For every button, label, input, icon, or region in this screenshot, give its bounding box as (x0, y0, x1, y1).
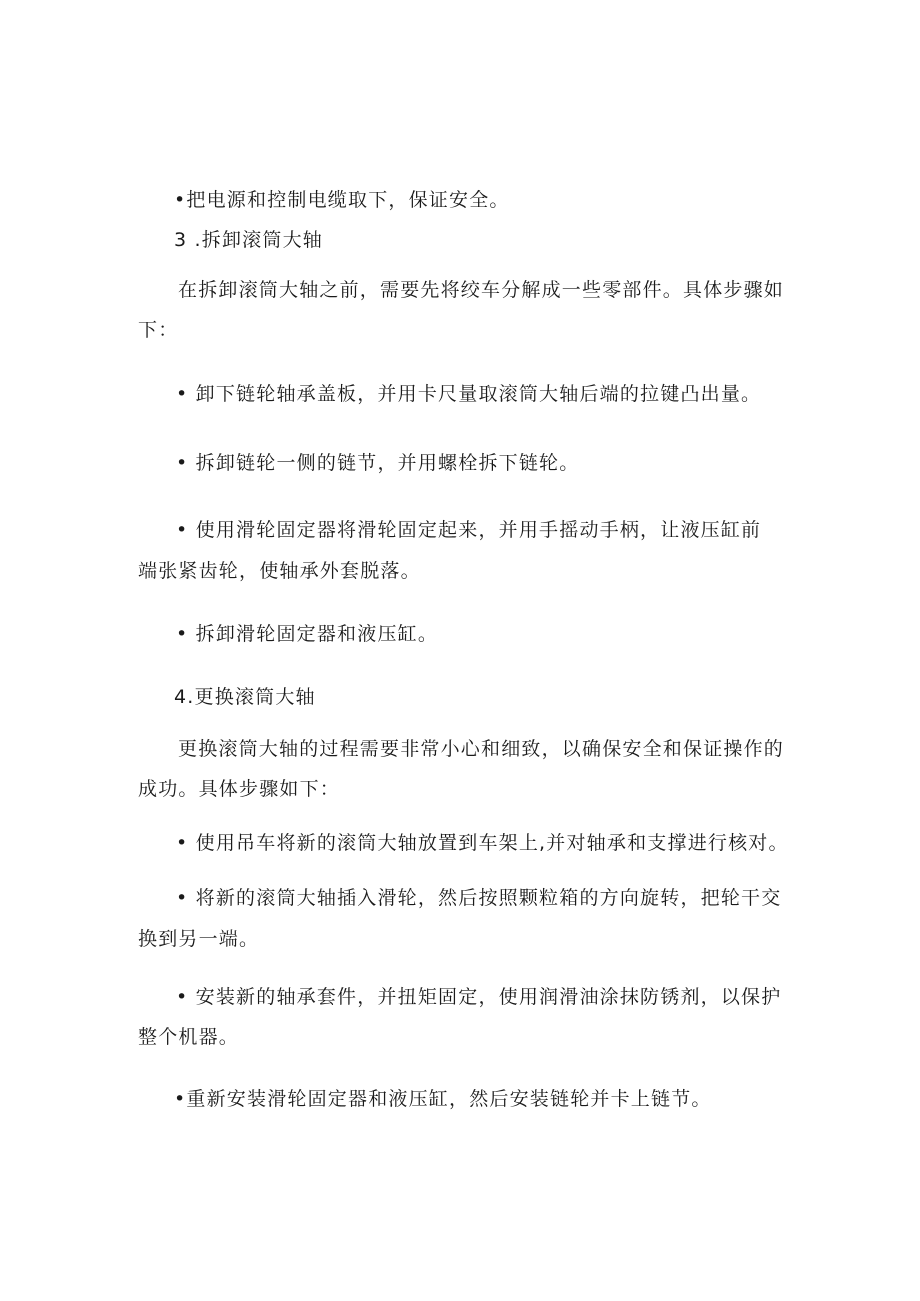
bullet-cut-power-cables: •把电源和控制电缆取下，保证安全。 (174, 189, 510, 211)
list-item-remove-chain: • 拆卸链轮一侧的链节，并用螺栓拆下链轮。 (176, 452, 580, 474)
paragraph-replace-line-1: 更换滚筒大轴的过程需要非常小心和细致，以确保安全和保证操作的 (178, 738, 785, 760)
list-item-fix-pulley-line-2: 端张紧齿轮，使轴承外套脱落。 (138, 560, 421, 582)
list-item-install-bearing-line-1: • 安装新的轴承套件，并扭矩固定，使用润滑油涂抹防锈剂，以保护 (176, 986, 782, 1008)
list-item-remove-fixer: • 拆卸滑轮固定器和液压缸。 (176, 623, 439, 645)
bullet-reinstall: •重新安装滑轮固定器和液压缸，然后安装链轮并卡上链节。 (174, 1088, 712, 1110)
list-item-insert-shaft-line-2: 换到另一端。 (138, 928, 260, 950)
list-item-insert-shaft-line-1: • 将新的滚筒大轴插入滑轮，然后按照颗粒箱的方向旋转，把轮干交 (176, 887, 782, 909)
list-item-install-bearing-line-2: 整个机器。 (138, 1026, 240, 1048)
paragraph-intro-line-2: 下： (138, 319, 179, 341)
section-heading-3: 3 .拆卸滚筒大轴 (174, 229, 323, 251)
list-item-place-shaft: • 使用吊车将新的滚筒大轴放置到车架上,并对轴承和支撑进行核对。 (176, 832, 789, 854)
paragraph-replace-line-2: 成功。具体步骤如下： (138, 778, 341, 800)
list-item-fix-pulley-line-1: • 使用滑轮固定器将滑轮固定起来，并用手摇动手柄，让液压缸前 (176, 519, 762, 541)
section-heading-4: 4.更换滚筒大轴 (174, 686, 316, 708)
paragraph-intro-line-1: 在拆卸滚筒大轴之前，需要先将绞车分解成一些零部件。具体步骤如 (178, 279, 785, 301)
list-item-remove-cover: • 卸下链轮轴承盖板，并用卡尺量取滚筒大轴后端的拉键凸出量。 (176, 383, 762, 405)
